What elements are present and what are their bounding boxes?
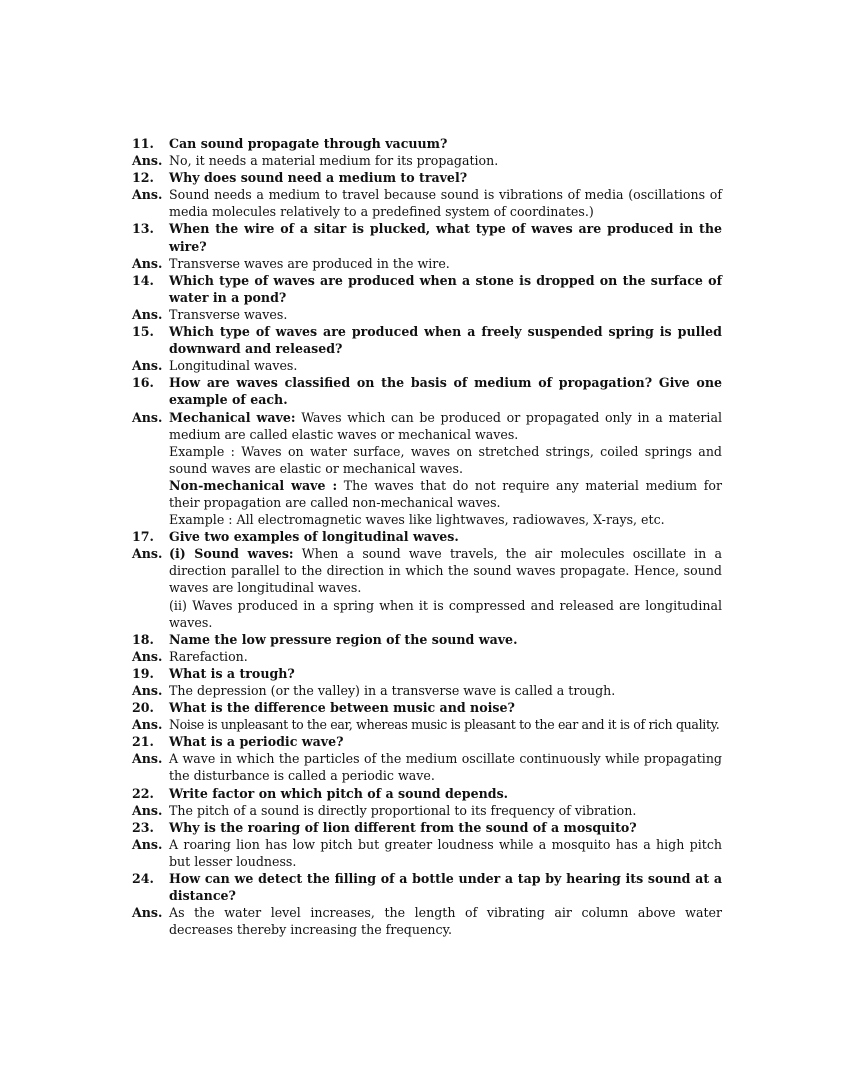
- answer-label: Ans.: [132, 187, 163, 203]
- question-number: 17.: [132, 529, 154, 545]
- question-number: 19.: [132, 665, 154, 681]
- answer-23: [132, 836, 722, 870]
- answer-label: Ans.: [132, 306, 163, 322]
- question-number: 13.: [132, 221, 154, 237]
- answer-text: Sound needs a medium to travel because sound is vibrations of media (oscillations of media molecules relatively to a predefined system of coordinates.): [169, 187, 722, 220]
- answer-label: Ans.: [132, 153, 163, 169]
- answer-15: [132, 357, 722, 374]
- answer-text: [169, 545, 722, 596]
- answer-21: [132, 750, 722, 784]
- non-mechanical-wave-heading: Non-mechanical wave :: [169, 477, 338, 493]
- answer-label: Ans.: [132, 751, 163, 767]
- question-number: 15.: [132, 324, 154, 340]
- question-number: 12.: [132, 170, 154, 186]
- question-22: [132, 785, 722, 802]
- answer-text: [169, 409, 722, 443]
- mechanical-wave-example: Example : Waves on water surface, waves on stretched strings, coiled springs and sound waves are elastic or mechanical waves.: [169, 443, 722, 476]
- answer-text: The pitch of a sound is directly proportional to its frequency of vibration.: [169, 802, 637, 818]
- answer-label: Ans.: [132, 358, 163, 374]
- question-text: Name the low pressure region of the sound wave.: [169, 631, 518, 647]
- answer-22: [132, 802, 722, 819]
- answer-label: Ans.: [132, 836, 163, 852]
- question-18: [132, 631, 722, 648]
- answer-text: A roaring lion has low pitch but greater loudness while a mosquito has a high pitch but lesser loudness.: [169, 836, 722, 869]
- answer-text: Transverse waves are produced in the wire.: [169, 255, 450, 271]
- question-number: 11.: [132, 136, 154, 151]
- answer-label: Ans.: [132, 648, 163, 664]
- question-text: Write factor on which pitch of a sound depends.: [169, 785, 509, 801]
- question-23: [132, 819, 722, 836]
- question-15: [132, 323, 722, 357]
- answer-17: [132, 545, 722, 596]
- non-mechanical-wave-definition: The waves that do not require any material medium for their propagation are called non-mechanical waves.: [169, 477, 722, 510]
- question-text: What is the difference between music and noise?: [169, 700, 515, 716]
- answer-18: [132, 648, 722, 665]
- question-21: [132, 733, 722, 750]
- question-11: [132, 135, 722, 152]
- question-20: [132, 699, 722, 716]
- question-text: How are waves classified on the basis of medium of propagation? Give one example of each.: [169, 375, 722, 408]
- question-text: When the wire of a sitar is plucked, what type of waves are produced in the wire?: [169, 221, 722, 254]
- question-14: [132, 272, 722, 306]
- answer-label: Ans.: [132, 255, 163, 271]
- question-number: 23.: [132, 819, 154, 835]
- answer-text: The depression (or the valley) in a transverse wave is called a trough.: [169, 683, 616, 698]
- answer-label: Ans.: [132, 683, 163, 698]
- question-number: 21.: [132, 734, 154, 750]
- answer-text: Transverse waves.: [169, 306, 288, 322]
- question-text: Why is the roaring of lion different from the sound of a mosquito?: [169, 819, 637, 835]
- answer-text: As the water level increases, the length of vibrating air column above water decreases thereby increasing the frequency.: [169, 905, 722, 938]
- qa-content: [132, 135, 722, 938]
- answer-label: Ans.: [132, 409, 163, 425]
- non-mechanical-wave-example: Example : All electromagnetic waves like lightwaves, radiowaves, X-rays, etc.: [169, 512, 665, 528]
- question-text: What is a trough?: [169, 665, 295, 681]
- question-text: Why does sound need a medium to travel?: [169, 170, 468, 186]
- answer-text: Noise is unpleasant to the ear, whereas music is pleasant to the ear and it is of rich quality.: [169, 717, 720, 733]
- sound-waves-heading: (i) Sound waves:: [169, 546, 294, 562]
- answer-12: [132, 186, 722, 220]
- question-text: Which type of waves are produced when a freely suspended spring is pulled downward and released?: [169, 324, 722, 357]
- question-17: [132, 528, 722, 545]
- answer-label: Ans.: [132, 905, 163, 921]
- question-24: [132, 870, 722, 904]
- answer-label: Ans.: [132, 717, 163, 733]
- question-number: 20.: [132, 700, 154, 716]
- non-mechanical-wave: [169, 477, 722, 511]
- answer-text: A wave in which the particles of the medium oscillate continuously while propagating the disturbance is called a periodic wave.: [169, 751, 722, 784]
- question-number: 14.: [132, 272, 154, 288]
- question-number: 22.: [132, 785, 154, 801]
- question-16: [132, 374, 722, 408]
- answer-text: Longitudinal waves.: [169, 358, 298, 374]
- answer-20: [132, 716, 722, 733]
- question-text: What is a periodic wave?: [169, 734, 344, 750]
- question-number: 24.: [132, 871, 154, 887]
- question-text: Which type of waves are produced when a stone is dropped on the surface of water in a pond?: [169, 272, 722, 305]
- question-number: 16.: [132, 375, 154, 391]
- answer-14: [132, 306, 722, 323]
- answer-24: [132, 904, 722, 938]
- question-12: [132, 169, 722, 186]
- answer-19: [132, 682, 722, 699]
- spring-waves-text: (ii) Waves produced in a spring when it is compressed and released are longitudinal waves.: [169, 597, 722, 630]
- question-19: [132, 665, 722, 682]
- mechanical-wave-heading: Mechanical wave:: [169, 409, 296, 425]
- question-text: Give two examples of longitudinal waves.: [169, 529, 459, 545]
- answer-label: Ans.: [132, 802, 163, 818]
- answer-16: [132, 409, 722, 443]
- mechanical-wave-definition: Waves which can be produced or propagated only in a material medium are called elastic waves or mechanical waves.: [169, 409, 722, 442]
- answer-11: [132, 152, 722, 169]
- answer-label: Ans.: [132, 546, 163, 562]
- answer-text: No, it needs a material medium for its propagation.: [169, 153, 499, 169]
- sound-waves-text: When a sound wave travels, the air molecules oscillate in a direction parallel to the direction in which the sound waves propagate. Hence, sound waves are longitudinal waves.: [169, 546, 723, 596]
- answer-text: Rarefaction.: [169, 648, 248, 664]
- question-text: How can we detect the filling of a bottle under a tap by hearing its sound at a distance?: [169, 871, 722, 904]
- question-text: Can sound propagate through vacuum?: [169, 136, 448, 151]
- question-13: [132, 220, 722, 254]
- question-number: 18.: [132, 631, 154, 647]
- answer-13: [132, 255, 722, 272]
